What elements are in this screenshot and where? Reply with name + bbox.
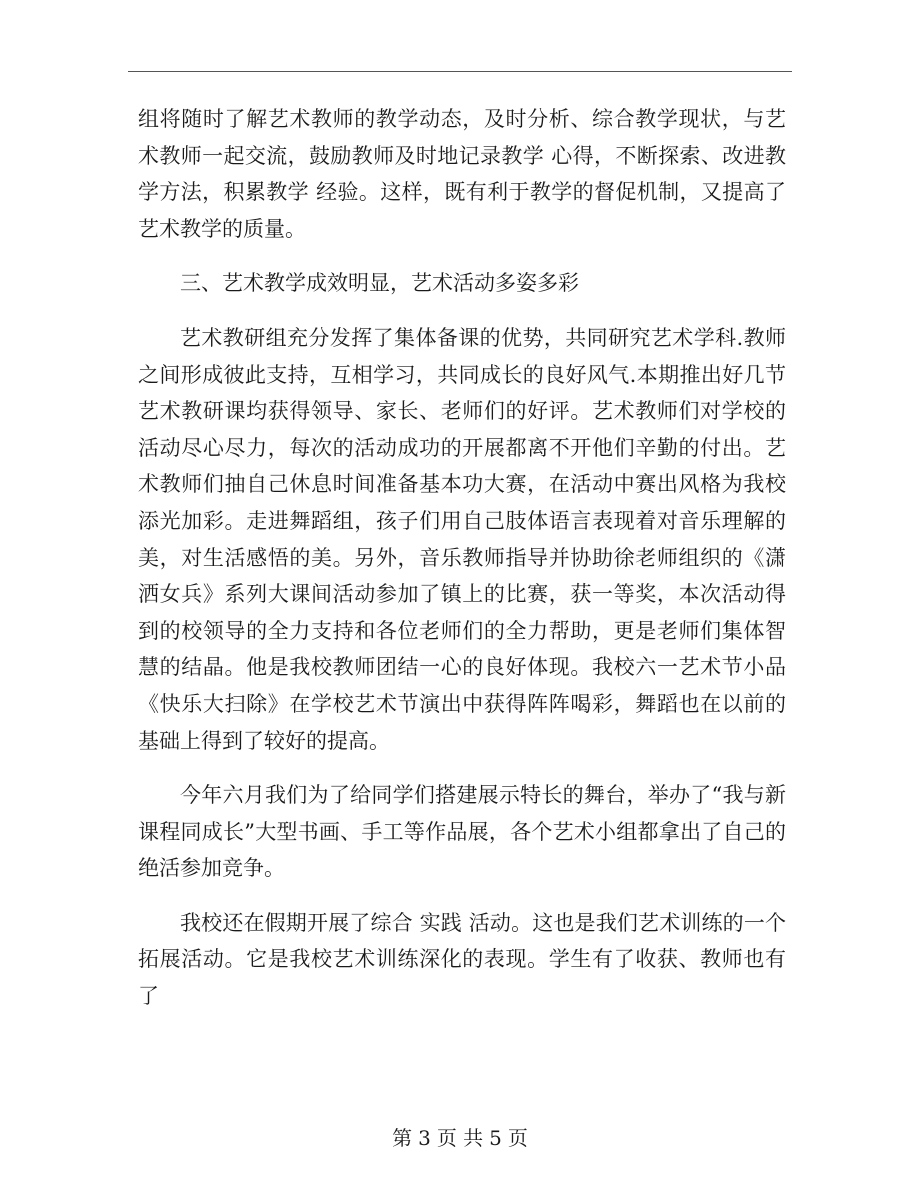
paragraph: 我校还在假期开展了综合 实践 活动。这也是我们艺术训练的一个拓展活动。它是我校艺术训练深化的表现。学生有了收获、教师也有了 (138, 910, 786, 1009)
paragraph: 今年六月我们为了给同学们搭建展示特长的舞台，举办了“我与新课程同成长”大型书画、手工等作品展，各个艺术小组都拿出了自己的绝活参加竞争。 (138, 783, 786, 881)
document-body (138, 101, 786, 1033)
section-heading: 三、艺术教学成效明显，艺术活动多姿多彩 (180, 271, 579, 296)
footer-suffix: 页 (507, 1126, 528, 1150)
paragraph: 艺术教研组充分发挥了集体备课的优势，共同研究艺术学科.教师之间形成彼此支持，互相学习，共同成长的良好风气.本期推出好几节艺术教研课均获得领导、家长、老师们的好评。艺术教师们对学校的活动尽心尽力，每次的活动成功的开展都离不开他们辛勤的付出。艺术教师们抽自己休息时间准备基本功大赛，在活动中赛出风格为我校添光加彩。走进舞蹈组，孩子们用自己肢体语言表现着对音乐理解的美，对生活感悟的美。另外，音乐教师指导并协助徐老师组织的《潇洒女兵》系列大课间活动参加了镇上的比赛，获一等奖，本次活动得到的校领导的全力支持和各位老师们的全力帮助，更是老师们集体智慧的结晶。他是我校教师团结一心的良好体现。我校六一艺术节小品《快乐大扫除》在学校艺术节演出中获得阵阵喝彩，舞蹈也在以前的基础上得到了较好的提高。 (138, 325, 786, 753)
paragraph-continued: 组将随时了解艺术教师的教学动态，及时分析、综合教学现状，与艺术教师一起交流，鼓励教师及时地记录教学 心得，不断探索、改进教学方法，积累教学 经验。这样，既有利于教学的督促机制，又提高了艺术教学的质量。 (138, 107, 786, 241)
header-rule (128, 71, 792, 72)
page-total: 5 (489, 1126, 502, 1150)
footer-middle: 页 共 (436, 1126, 484, 1150)
page-number: 3 (418, 1126, 431, 1150)
page-footer (0, 1124, 920, 1152)
footer-prefix: 第 (392, 1126, 413, 1150)
